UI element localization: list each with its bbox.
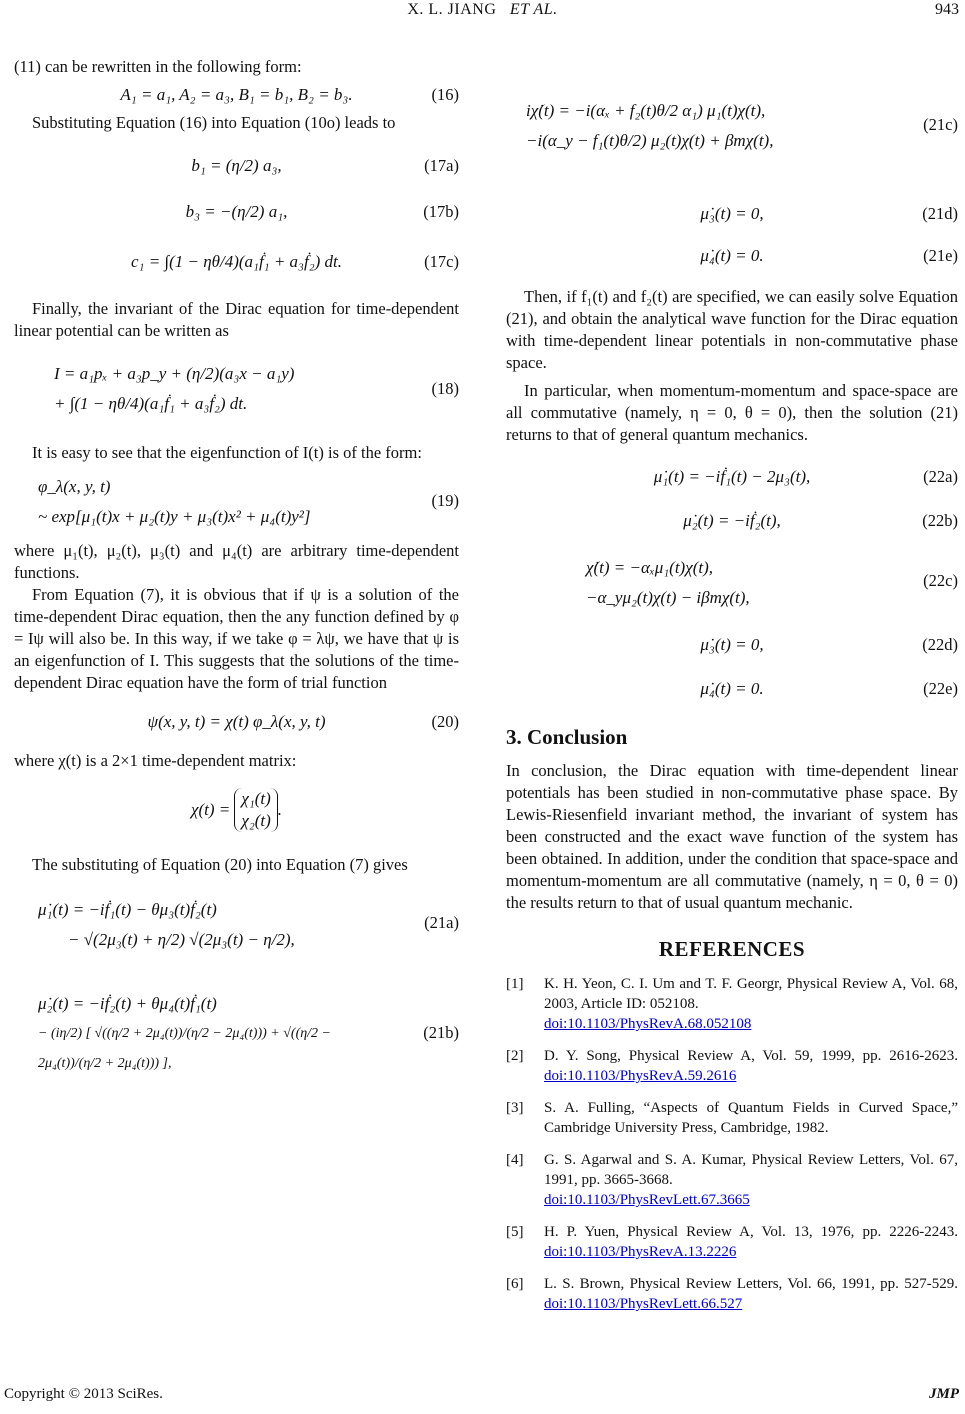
equation-17c: c₁ = ∫(1 − ηθ/4)(a₁ḟ₁ + a₃ḟ₂) dt. (17c): [131, 252, 459, 271]
equation-22b: μ̇₂(t) = −iḟ₂(t), (22b): [683, 511, 958, 530]
equation-number: (21a): [424, 913, 459, 932]
equation-number: (17b): [423, 202, 459, 221]
equation-number: (22a): [923, 467, 958, 486]
right-column: [506, 56, 958, 1326]
equation-21a: μ̇₁(t) = −iḟ₁(t) − θμ₃(t)ḟ₂(t) − √(2μ₃(t) + η/2) √(2μ₃(t) − η/2), (21a): [38, 900, 459, 949]
reference-item: [2] D. Y. Song, Physical Review A, Vol. 59, 1999, pp. 2616-2623. doi:10.1103/PhysRevA.59.2616: [506, 1048, 958, 1084]
paragraph: where χ(t) is a 2×1 time-dependent matrix:: [14, 751, 297, 770]
equation-21c: iχ̇(t) = −i(αₓ + f₂(t)θ/2 α₁) μ₁(t)χ(t), −i(α_y − f₁(t)θ/2) μ₂(t)χ(t) + βmχ(t), (21c): [526, 101, 958, 150]
page-footer: [0, 1386, 965, 1410]
doi-link[interactable]: doi:10.1103/PhysRevLett.67.3665: [544, 1192, 750, 1208]
chi-matrix: χ(t) = χ₁(t) χ₂(t) .: [190, 789, 283, 830]
equation-number: (21b): [423, 1023, 459, 1042]
running-header: [0, 0, 965, 24]
equation-16: A₁ = a₁, A₂ = a₃, B₁ = b₁, B₂ = b₃. (16): [120, 85, 459, 104]
header-et-al: ET AL.: [509, 1, 558, 18]
equation-number: (22b): [922, 511, 958, 530]
page-number: 943: [935, 1, 959, 18]
equation-17b: b₃ = −(η/2) a₁, (17b): [185, 202, 459, 221]
doi-link[interactable]: doi:10.1103/PhysRevLett.66.527: [544, 1296, 743, 1312]
reference-item: [5] H. P. Yuen, Physical Review A, Vol. 13, 1976, pp. 2226-2243. doi:10.1103/PhysRevA.13.2226: [506, 1224, 958, 1260]
paragraph: It is easy to see that the eigenfunction of I(t) is of the form:: [32, 443, 422, 462]
equation-number: (18): [431, 379, 459, 398]
equation-21d: μ̇₃(t) = 0, (21d): [700, 204, 958, 223]
paragraph: In particular, when momentum-momentum and space-space are all commutative (namely, η = 0, θ = 0), then the solution (21) returns to that of general quantum mechanics.: [506, 381, 958, 444]
equation-22c: χ̇(t) = −αₓμ₁(t)χ(t), −α_yμ₂(t)χ(t) − iβmχ(t), (22c): [586, 558, 958, 607]
reference-item: [1] K. H. Yeon, C. I. Um and T. F. Georgr, Physical Review A, Vol. 68, 2003, Article ID: 052108. doi:10.1103/PhysRevA.68.052108: [506, 976, 958, 1032]
equation-number: (22e): [923, 679, 958, 698]
copyright-text: Copyright © 2013 SciRes.: [4, 1386, 163, 1402]
doi-link[interactable]: doi:10.1103/PhysRevA.59.2616: [544, 1068, 737, 1084]
paragraph: (11) can be rewritten in the following form:: [14, 57, 302, 76]
header-authors: X. L. JIANG: [407, 1, 497, 18]
equation-18: I = a₁pₓ + a₃p_y + (η/2)(a₃x − a₁y) + ∫(1 − ηθ/4)(a₁ḟ₁ + a₃ḟ₂) dt. (18): [54, 364, 459, 413]
references-heading: REFERENCES: [658, 937, 806, 961]
reference-item: [6] L. S. Brown, Physical Review Letters, Vol. 66, 1991, pp. 527-529. doi:10.1103/PhysRevLett.66.527: [506, 1276, 958, 1312]
section-heading-conclusion: 3. Conclusion: [506, 725, 628, 749]
equation-number: (17a): [424, 156, 459, 175]
equation-number: (17c): [424, 252, 459, 271]
doi-link[interactable]: doi:10.1103/PhysRevA.13.2226: [544, 1244, 737, 1260]
references-list: [506, 974, 958, 1314]
equation-number: (16): [431, 85, 459, 104]
reference-item: [4] G. S. Agarwal and S. A. Kumar, Physical Review Letters, Vol. 67, 1991, pp. 3665-3668. doi:10.1103/PhysRevLett.67.3665: [506, 1152, 958, 1208]
equation-22e: μ̇₄(t) = 0. (22e): [700, 679, 958, 698]
reference-item: [3] S. A. Fulling, “Aspects of Quantum Fields in Curved Space,” Cambridge University Press, Cambridge, 1982.: [506, 1100, 958, 1136]
equation-number: (20): [431, 712, 459, 731]
paragraph: where μ₁(t), μ₂(t), μ₃(t) and μ₄(t) are arbitrary time-dependent functions.: [14, 541, 459, 582]
equation-19: φ_λ(x, y, t) ~ exp[μ₁(t)x + μ₂(t)y + μ₃(t)x² + μ₄(t)y²] (19): [38, 477, 459, 526]
paragraph: Finally, the invariant of the Dirac equation for time-dependent linear potential can be written as: [14, 299, 459, 340]
equation-number: (22c): [923, 571, 958, 590]
doi-link[interactable]: doi:10.1103/PhysRevA.68.052108: [544, 1016, 752, 1032]
equation-number: (21e): [923, 246, 958, 265]
left-column: [14, 56, 459, 1100]
equation-20: ψ(x, y, t) = χ(t) φ_λ(x, y, t) (20): [147, 712, 459, 731]
equation-22a: μ̇₁(t) = −iḟ₁(t) − 2μ₃(t), (22a): [653, 467, 958, 486]
equation-17a: b₁ = (η/2) a₃, (17a): [191, 156, 459, 175]
paragraph: The substituting of Equation (20) into Equation (7) gives: [32, 855, 408, 874]
paragraph: Substituting Equation (16) into Equation (10o) leads to: [32, 113, 396, 132]
equation-number: (21d): [922, 204, 958, 223]
equation-22d: μ̇₃(t) = 0, (22d): [700, 635, 958, 654]
equation-number: (19): [431, 491, 459, 510]
journal-name: JMP: [929, 1386, 959, 1402]
equation-number: (22d): [922, 635, 958, 654]
equation-21e: μ̇₄(t) = 0. (21e): [700, 246, 958, 265]
equation-21b: μ̇₂(t) = −iḟ₂(t) + θμ₄(t)ḟ₁(t) − (iη/2) [ √((η/2 + 2μ₄(t))/(η/2 − 2μ₄(t))) + √((η/2 − 2μ₄(t))/(η/2 + 2μ₄(t))) ], (21b): [38, 994, 459, 1071]
conclusion-paragraph: In conclusion, the Dirac equation with time-dependent linear potentials has been studied in non-commutative phase space. By Lewis-Riesenfield invariant method, the invariant of system has been constructed and the exact wave function of the system has been obtained. In addition, under the condition that space-space and momentum-momentum are all commutative (namely, η = 0, θ = 0) the results return to that of usual quantum mechanic.: [506, 761, 958, 912]
paragraph: Then, if f₁(t) and f₂(t) are specified, we can easily solve Equation (21), and obtain the analytical wave function for the Dirac equation with time-dependent linear potentials in non-commutative phase space.: [506, 287, 958, 372]
equation-number: (21c): [923, 115, 958, 134]
paragraph: From Equation (7), it is obvious that if ψ is a solution of the time-dependent Dirac equation, then the any function defined by φ = Iψ will also be. In this way, if we take φ = λψ, we have that ψ is an eigenfunction of I. This suggests that the solutions of the time-dependent Dirac equation have the form of trial function: [14, 585, 459, 692]
